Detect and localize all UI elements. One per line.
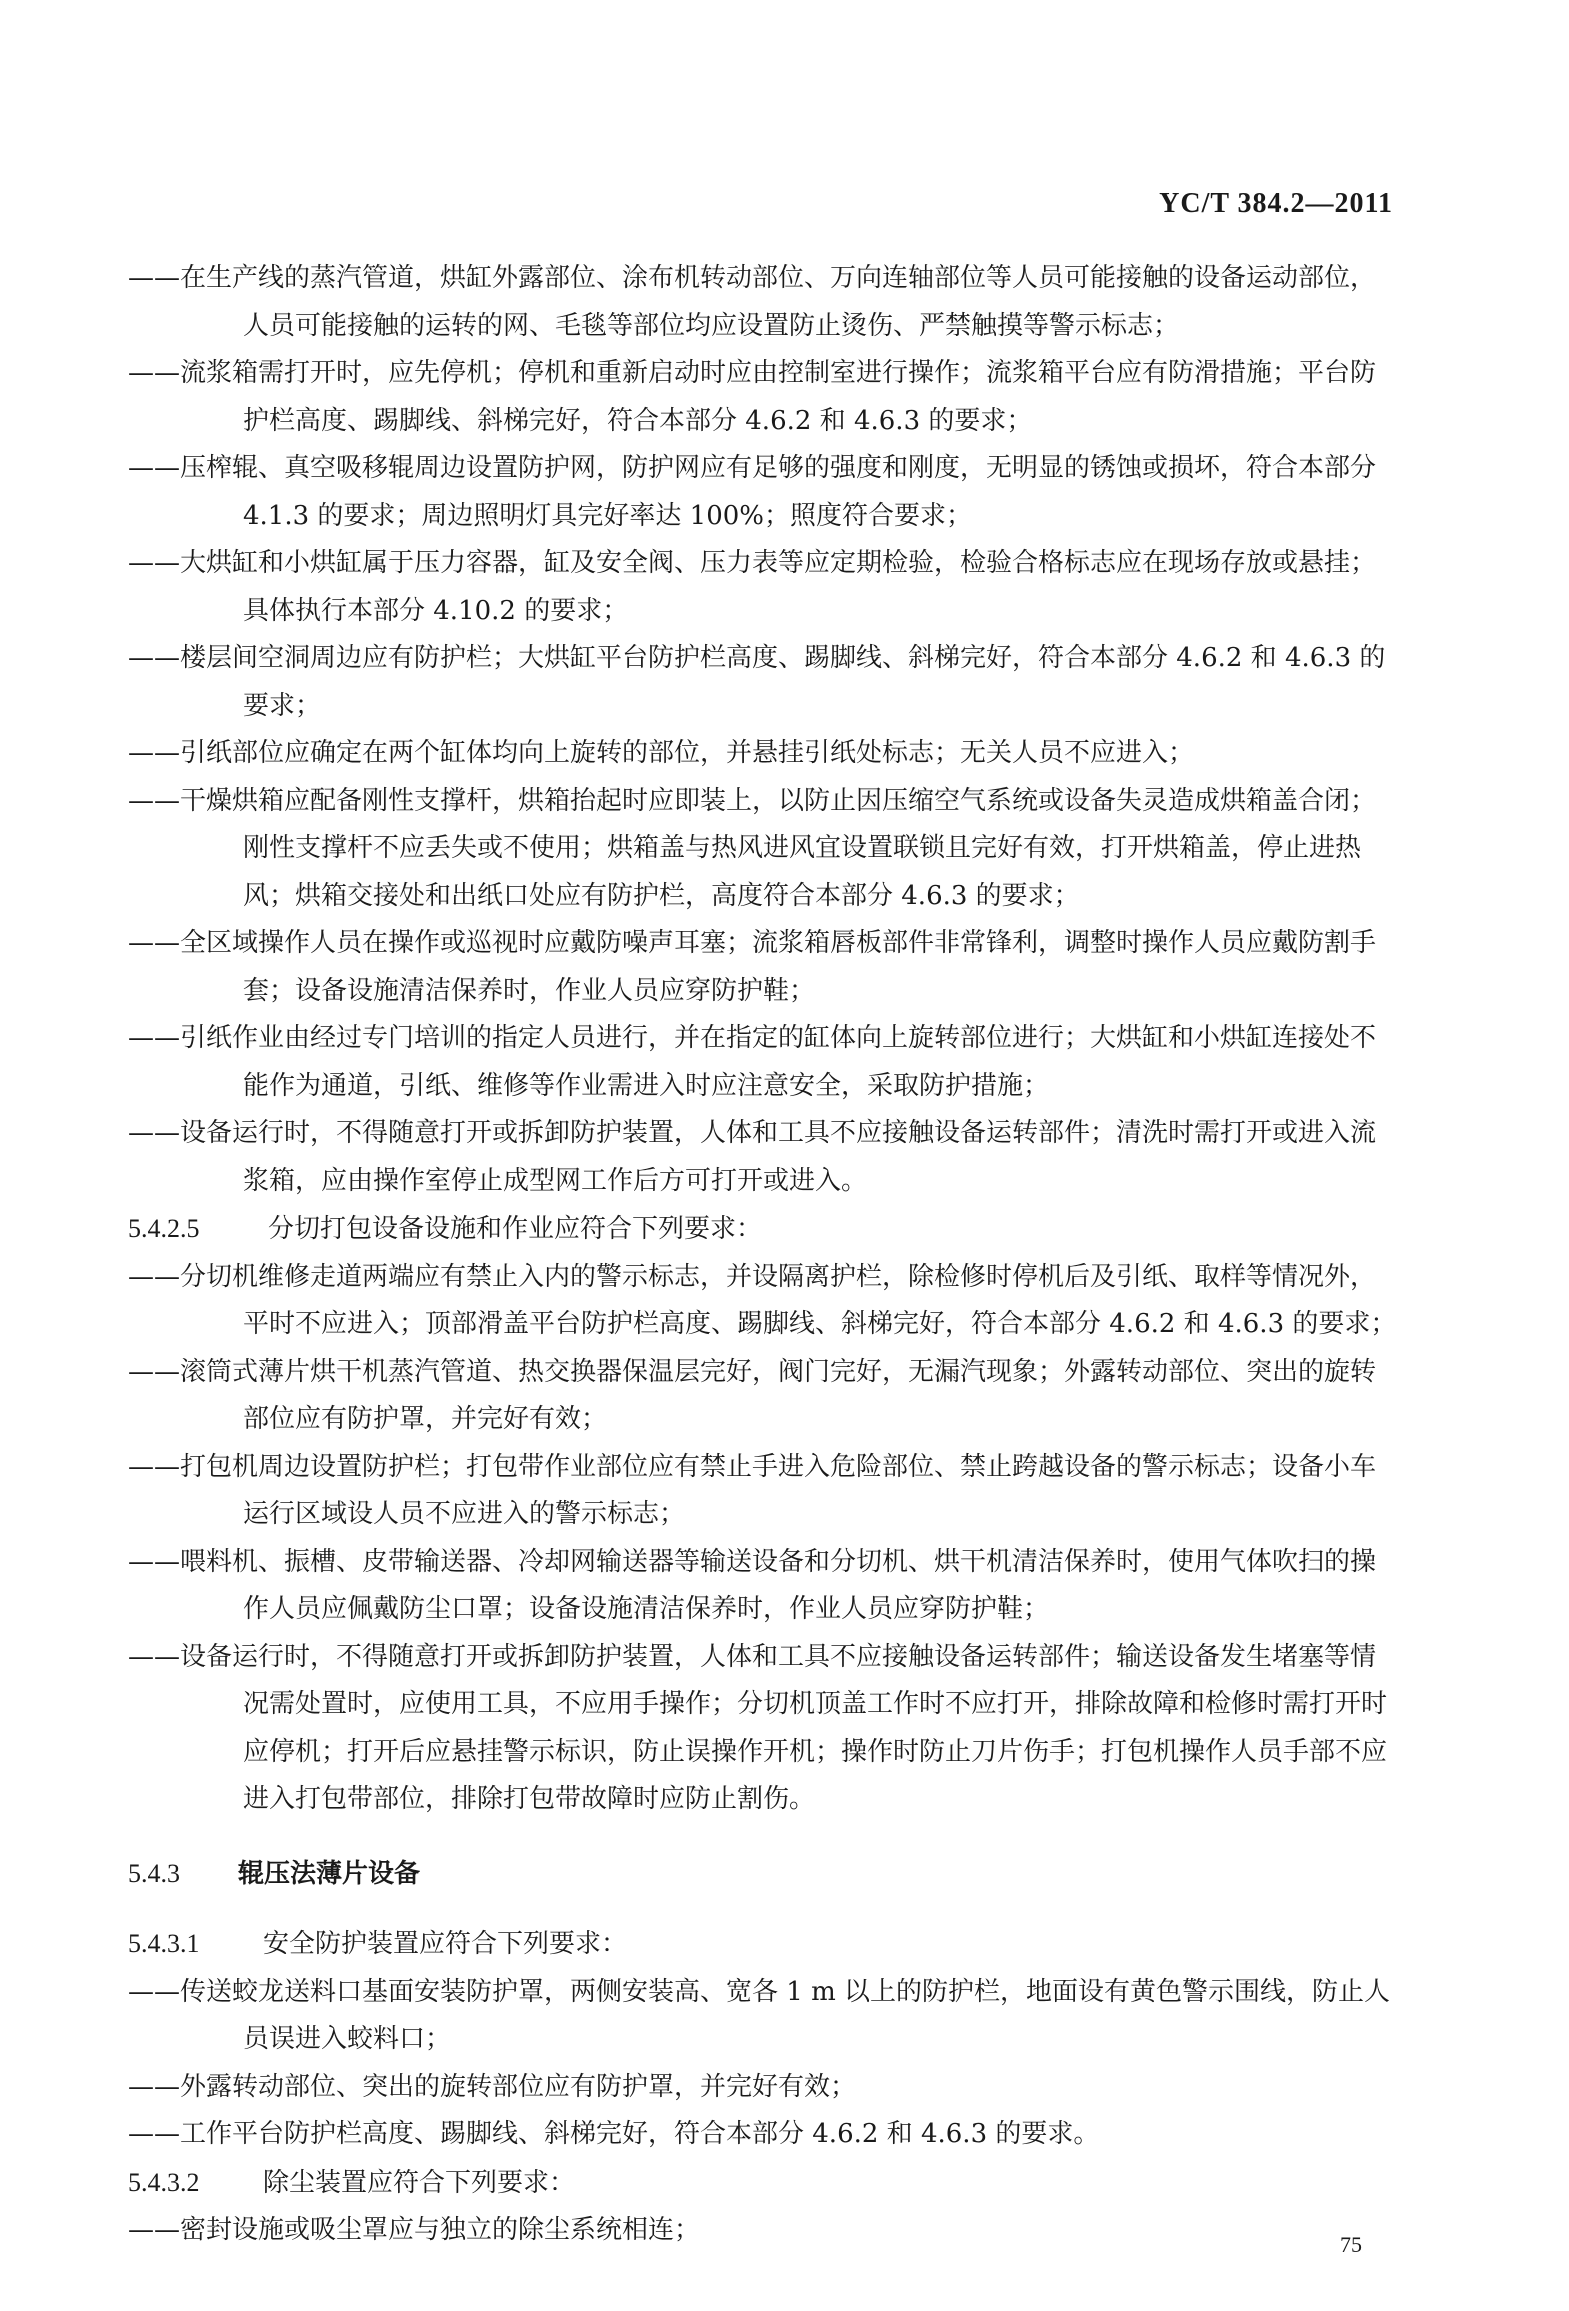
list-item: ——干燥烘箱应配备刚性支撑杆，烘箱抬起时应即装上，以防止因压缩空气系统或设备失灵造成烘箱盖合闭；刚性支撑杆不应丢失或不使用；烘箱盖与热风进风宜设置联锁且完好有效，打开烘箱盖，停止进热风；烘箱交接处和出纸口处应有防护栏，高度符合本部分 4.6.3 的要求；	[128, 785, 1377, 911]
list-item: ——引纸作业由经过专门培训的指定人员进行，并在指定的缸体向上旋转部位进行；大烘缸和小烘缸连接处不能作为通道，引纸、维修等作业需进入时应注意安全，采取防护措施；	[128, 1023, 1377, 1101]
list-item: ——楼层间空洞周边应有防护栏；大烘缸平台防护栏高度、踢脚线、斜梯完好，符合本部分 4.6.2 和 4.6.3 的要求；	[128, 643, 1386, 721]
clause-number: 5.4.3.1	[128, 1929, 200, 1958]
section-title: 辊压法薄片设备	[238, 1858, 421, 1889]
document-body	[128, 255, 1398, 2255]
clause-number: 5.4.3.2	[128, 2167, 200, 2197]
clause-number: 5.4.2.5	[128, 1214, 200, 1243]
list-item: ——在生产线的蒸汽管道，烘缸外露部位、涂布机转动部位、万向连轴部位等人员可能接触的设备运动部位，人员可能接触的运转的网、毛毯等部位均应设置防止烫伤、严禁触摸等警示标志；	[128, 263, 1377, 341]
list-item: ——密封设施或吸尘罩应与独立的除尘系统相连；	[128, 2215, 701, 2245]
list-item: ——滚筒式薄片烘干机蒸汽管道、热交换器保温层完好，阀门完好，无漏汽现象；外露转动部位、突出的旋转部位应有防护罩，并完好有效；	[128, 1356, 1377, 1434]
list-item: ——引纸部位应确定在两个缸体均向上旋转的部位，并悬挂引纸处标志；无关人员不应进入；	[128, 738, 1195, 768]
clause-title: 除尘装置应符合下列要求：	[263, 2167, 576, 2198]
list-item: ——喂料机、振槽、皮带输送器、冷却网输送器等输送设备和分切机、烘干机清洁保养时，使用气体吹扫的操作人员应佩戴防尘口罩；设备设施清洁保养时，作业人员应穿防护鞋；	[128, 1546, 1377, 1624]
standard-code: YC/T 384.2—2011	[1159, 188, 1393, 219]
clause-title: 分切打包设备设施和作业应符合下列要求：	[268, 1214, 763, 1244]
clause-title: 安全防护装置应符合下列要求：	[263, 1929, 628, 1959]
clause-heading	[128, 1205, 1398, 1254]
list-item: ——设备运行时，不得随意打开或拆卸防护装置，人体和工具不应接触设备运转部件；清洗时需打开或进入流浆箱，应由操作室停止成型网工作后方可打开或进入。	[128, 1118, 1377, 1196]
list-item: ——外露转动部位、突出的旋转部位应有防护罩，并完好有效；	[128, 2071, 857, 2102]
list-item: ——设备运行时，不得随意打开或拆卸防护装置，人体和工具不应接触设备运转部件；输送设备发生堵塞等情况需处置时，应使用工具，不应用手操作；分切机顶盖工作时不应打开，排除故障和检修时需打开时应停机；打开后应悬挂警示标识，防止误操作开机；操作时防止刀片伤手；打包机操作人员手部不应进入打包带部位，排除打包带故障时应防止割伤。	[128, 1641, 1388, 1814]
list-item: ——流浆箱需打开时，应先停机；停机和重新启动时应由控制室进行操作；流浆箱平台应有防滑措施；平台防护栏高度、踢脚线、斜梯完好，符合本部分 4.6.2 和 4.6.3 的要求；	[128, 358, 1377, 436]
page-number: 75	[1340, 2232, 1362, 2257]
list-item: ——压榨辊、真空吸移辊周边设置防护网，防护网应有足够的强度和刚度，无明显的锈蚀或损坏，符合本部分 4.1.3 的要求；周边照明灯具完好率达 100%；照度符合要求；	[128, 453, 1377, 531]
clause-heading	[128, 1920, 1398, 1969]
section-heading	[128, 1850, 1398, 1899]
section-number: 5.4.3	[128, 1858, 180, 1888]
list-item: ——分切机维修走道两端应有禁止入内的警示标志，并设隔离护栏，除检修时停机后及引纸、取样等情况外，平时不应进入；顶部滑盖平台防护栏高度、踢脚线、斜梯完好，符合本部分 4.6.2 和 4.6.3 的要求；	[128, 1261, 1397, 1339]
list-item: ——传送蛟龙送料口基面安装防护罩，两侧安装高、宽各 1 m 以上的防护栏，地面设有黄色警示围线，防止人员误进入蛟料口；	[128, 1976, 1390, 2054]
clause-heading	[128, 2159, 1398, 2208]
list-item: ——全区域操作人员在操作或巡视时应戴防噪声耳塞；流浆箱唇板部件非常锋利，调整时操作人员应戴防割手套；设备设施清洁保养时，作业人员应穿防护鞋；	[128, 928, 1377, 1006]
list-item: ——工作平台防护栏高度、踢脚线、斜梯完好，符合本部分 4.6.2 和 4.6.3 的要求。	[128, 2119, 1100, 2149]
list-item: ——打包机周边设置防护栏；打包带作业部位应有禁止手进入危险部位、禁止跨越设备的警示标志；设备小车运行区域设人员不应进入的警示标志；	[128, 1451, 1377, 1529]
list-item: ——大烘缸和小烘缸属于压力容器，缸及安全阀、压力表等应定期检验，检验合格标志应在现场存放或悬挂；具体执行本部分 4.10.2 的要求；	[128, 548, 1377, 626]
